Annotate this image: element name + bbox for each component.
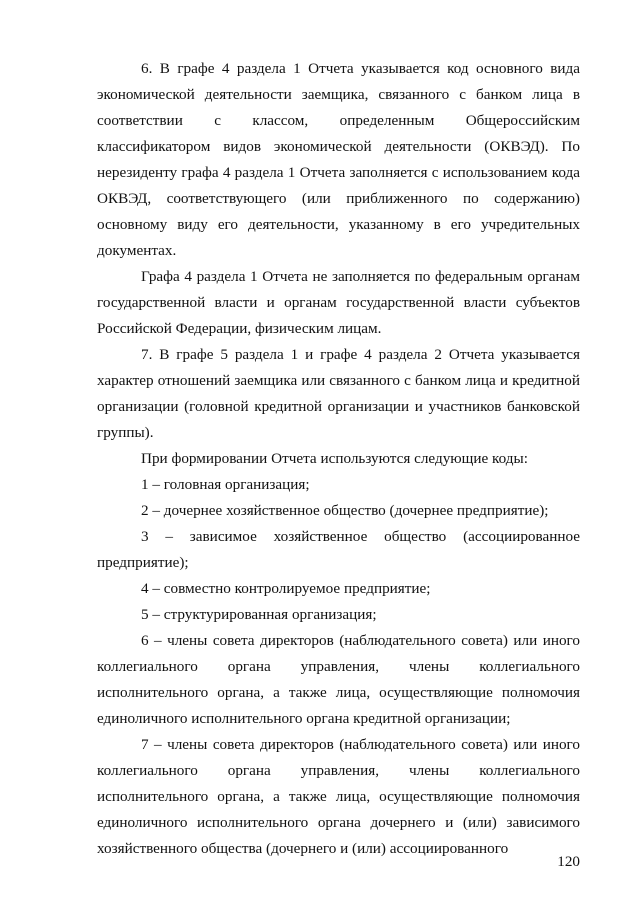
code-item-1: 1 – головная организация; [141, 476, 310, 493]
code-item-7: 7 – члены совета директоров (наблюдательного совета) или иного коллегиального органа управления, члены коллегиального исполнительного органа, а также лица, осуществляющие полномочия единоличного исполнительного органа дочернего и (или) зависимого хозяйственного общества (дочернего и (или) ассоциированного [97, 736, 580, 857]
paragraph-item-7: 7. В графе 5 раздела 1 и графе 4 раздела 2 Отчета указывается характер отношений заемщика или связанного с банком лица и кредитной организации (головной кредитной организации и участников банковской группы). [97, 346, 580, 441]
code-item-4: 4 – совместно контролируемое предприятие; [141, 580, 431, 597]
code-item-5: 5 – структурированная организация; [141, 606, 377, 623]
paragraph-codes-intro: При формировании Отчета используются следующие коды: [141, 450, 528, 467]
code-item-6: 6 – члены совета директоров (наблюдательного совета) или иного коллегиального органа управления, члены коллегиального исполнительного органа, а также лица, осуществляющие полномочия единоличного исполнительного органа кредитной организации; [97, 632, 580, 727]
page-number: 120 [557, 853, 580, 870]
paragraph-item-6: 6. В графе 4 раздела 1 Отчета указывается код основного вида экономической деятельности заемщика, связанного с банком лица в соответствии с классом, определенным Общероссийским классификатором видов экономической деятельности (ОКВЭД). По нерезиденту графа 4 раздела 1 Отчета заполняется с использованием кода ОКВЭД, соответствующего (или приближенного по содержанию) основному виду его деятельности, указанному в его учредительных документах. [97, 60, 580, 259]
code-item-2: 2 – дочернее хозяйственное общество (дочернее предприятие); [141, 502, 549, 519]
paragraph-graph4-exclusion: Графа 4 раздела 1 Отчета не заполняется по федеральным органам государственной власти и органам государственной власти субъектов Российской Федерации, физическим лицам. [97, 268, 580, 337]
document-body [97, 56, 580, 862]
code-item-3: 3 – зависимое хозяйственное общество (ассоциированное предприятие); [97, 528, 580, 571]
